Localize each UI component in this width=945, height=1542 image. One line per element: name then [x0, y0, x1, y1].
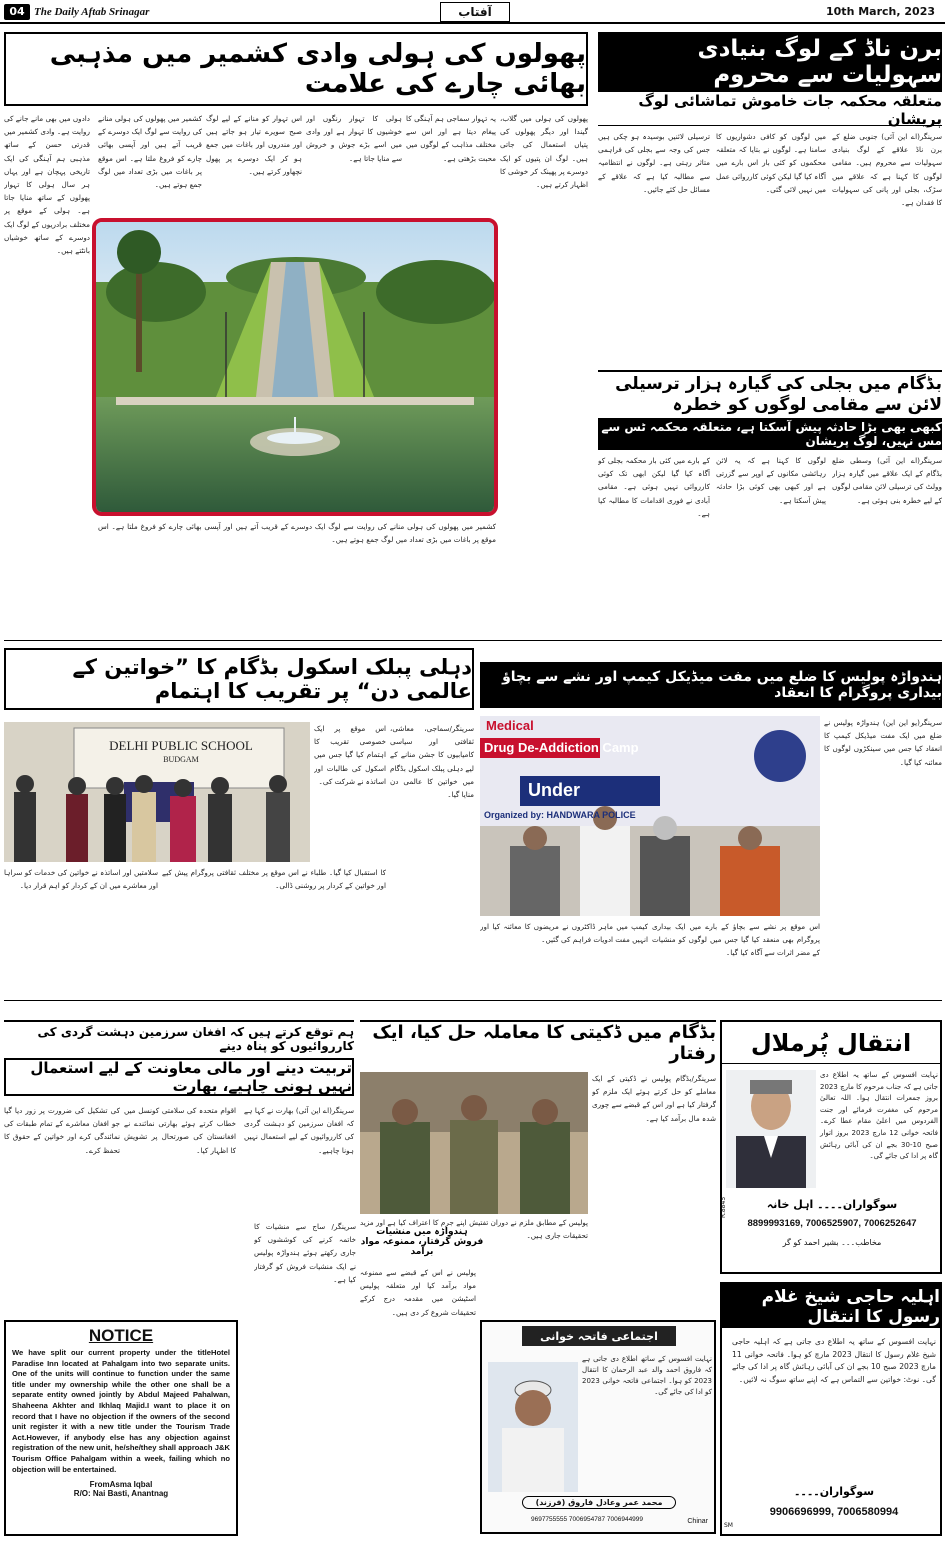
dps-column-2: اس موقع پر ایک خصوصی تقریب کا اہتمام کیا گیا جس میں اسکول کی طالبات اور اساتذہ نے شرکت کی۔: [314, 724, 386, 786]
afghan-column-2: اقوام متحدہ کی سلامتی کونسل میں خطاب کرتے ہوئے بھارتی نمائندے نے افغانستان کی صورتحال پر تشویش کا اظہار کیا۔: [124, 1106, 236, 1155]
dps-event-photo: [4, 722, 310, 862]
obituary-1-sogwaran: سوگواران۔۔۔۔ اہل خانہ: [766, 1197, 898, 1211]
camp-banner-org: Organized by: HANDWARA POLICE: [484, 810, 636, 820]
obituary-1-phones: 8899993169, 7006525907, 7006252647: [747, 1218, 917, 1229]
issue-date: 10th March, 2023: [826, 5, 935, 18]
afghan-column-1: سرینگر(اے این آئی) بھارت نے کہا ہے کہ افغان سرزمین کو دہشت گردی کی کارروائیوں کے لیے استعمال نہیں ہونا چاہیے۔: [244, 1106, 354, 1155]
masthead: [0, 0, 945, 24]
fatiha-name: محمد عمر وعادل فاروق (فرزند): [522, 1496, 676, 1509]
afghan-column-3: کی تشکیل کی ضرورت پر زور دیا گیا جو افغان معاشرے کے تمام طبقات کی نمائندگی کرے اور خواتین کے حقوق کا تحفظ کرے۔: [4, 1106, 120, 1155]
dps-banner-title: DELHI PUBLIC SCHOOL: [109, 738, 253, 753]
obituary-1-portrait: [726, 1070, 816, 1188]
holi-column-3: اس تہوار کو منانے کے لیے لوگ صبح سویرے تیار ہو جاتے ہیں اور مندروں اور باغات میں جمع ہو کر ایک دوسرے پر پھول نچھاور کرتے ہیں۔: [206, 114, 302, 176]
holi-column-5: یہ تہوار سماجی ہم آہنگی کا پیغام دیتا ہے اور اس سے مختلف مذاہب کے لوگوں میں محبت بڑھتی ہے۔: [406, 114, 496, 163]
camp-banner-under: Under: [528, 780, 581, 800]
budgam-power-column-3: کے بارے میں کئی بار محکمہ بجلی کو آگاہ کیا گیا لیکن ابھی تک کوئی کارروائی نہیں ہوئی ہے۔ مقامی آبادی نے فوری اقدامات کا مطالبہ کیا ہے۔: [598, 456, 710, 518]
obituary-1: [720, 1020, 942, 1274]
notice-from: FromAsma Iqbal: [89, 1480, 153, 1490]
dps-headline: دہلی پبلک اسکول بڈگام کا ”خواتین کے عالمی دن“ پر تقریب کا اہتمام: [4, 648, 474, 710]
dps-column-1: سرینگر/سماجی، معاشی، ثقافتی اور سیاسی کامیابیوں کا جشن منانے کے لیے دہلی پبلک اسکول بڈگام میں خواتین کا عالمی دن منایا گیا۔: [390, 724, 474, 800]
obituary-2-code: SM: [724, 1522, 733, 1529]
holi-headline: پھولوں کی ہولی وادی کشمیر میں مذہبی بھائی چارے کی علامت: [49, 39, 586, 99]
handwara-column-1: سرینگر(یو این این) ہندواڑہ پولیس نے ضلع میں ایک مفت میڈیکل کیمپ کا انعقاد کیا جس میں سینکڑوں لوگوں کا معائنہ کیا گیا۔: [824, 718, 942, 767]
fatiha-phones: 9697755555 7006954787 7006944999: [530, 1516, 644, 1523]
afghan-headline-1: ہم توقع کرتے ہیں کہ افغان سرزمین دہشت گردی کی کارروائیوں کو پناہ دینے: [4, 1020, 354, 1056]
budgam-power-column-1: سرینگر(اے این آئی) وسطی ضلع بڈگام کے ایک علاقے میں گیارہ ہزار وولٹ کی ترسیلی لائن مقامی لوگوں کے لیے خطرہ بنی ہوئی ہے۔: [832, 456, 942, 505]
notice-title: NOTICE: [88, 1326, 154, 1345]
notice-box: [4, 1320, 238, 1536]
dps-column-4: سلامتیں اور اساتذہ نے خواتین کی خدمات کو سراہا اور معاشرے میں ان کے کردار کو اہم قرار دیا۔: [4, 868, 158, 891]
robbery-column-1: سرینگر/بڈگام پولیس نے ڈکیتی کے ایک معاملے کو حل کرتے ہوئے ایک ملزم کو گرفتار کیا ہے اور اس کے قبضے سے چوری شدہ مال برآمد کیا ہے۔: [592, 1074, 716, 1123]
holi-lower-text: کشمیر میں پھولوں کی ہولی منانے کی روایت سے لوگ ایک دوسرے کے قریب آتے ہیں اور آپسی بھائی چارے کو فروغ ملتا ہے۔ اس موقع پر باغات میں بڑی تعداد میں لوگ جمع ہوتے ہیں۔: [98, 522, 496, 545]
obituary-2: [720, 1282, 942, 1536]
budgam-power-subhead: کبھی بھی بڑا حادثہ پیش آسکتا ہے، متعلقہ محکمہ ٹس سے مس نہیں، لوگ پریشان: [598, 418, 942, 450]
dps-column-3: کا استقبال کیا گیا۔ طلباء نے اس موقع پر مختلف ثقافتی پروگرام پیش کیے اور خواتین کے کردار پر روشنی ڈالی۔: [162, 868, 386, 891]
paper-name: The Daily Aftab Srinagar: [34, 6, 150, 18]
robbery-photo: [360, 1072, 588, 1214]
garden-illustration: [96, 222, 494, 512]
baran-subhead: متعلقہ محکمہ جات خاموش تماشائی لوگ پریشان: [598, 94, 942, 126]
obituary-1-body: نہایت افسوس کے ساتھ یہ اطلاع دی جاتی ہے کہ جناب مرحوم کا مارچ 2023 بروز جمعرات انتقال ہوا۔ اللہ تعالیٰ مرحوم کی مغفرت فرمائے اور جنت الفردوس میں اعلیٰ مقام عطا کرے۔ فاتحہ خوانی 12 مارچ 2023 بروز اتوار صبح 10-30 بجے ان کی آبائی رہائش گاہ پر ادا کی جائے گی۔: [820, 1071, 939, 1161]
obituary-1-footer: مخاطب۔۔۔ بشیر احمد کو گر: [782, 1238, 882, 1247]
handwara-column-2: اس موقع پر نشے سے بچاؤ کے بارے میں ایک بیداری پروگرام بھی منعقد کیا گیا جس میں لوگوں کو منشیات کے مضر اثرات سے آگاہ کیا گیا۔: [652, 922, 820, 958]
baran-headline: برن ناڈ کے لوگ بنیادی سہولیات سے محروم: [598, 32, 942, 92]
divider-1: [4, 640, 942, 641]
holi-headline-box: [4, 32, 588, 106]
handwara-headline: ہندواڑہ پولیس کا ضلع میں مفت میڈیکل کیمپ اور نشے سے بچاؤ بیداری پروگرام کا انعقاد: [480, 662, 942, 708]
drugs-column-1: سرینگر/ ساج سے منشیات کا خاتمہ کرنے کی کوششوں کو جاری رکھتے ہوئے ہندواڑہ پولیس نے ایک منشیات فروش کو گرفتار کیا ہے۔: [254, 1222, 356, 1284]
obituary-2-phones: 9906696999, 7006580994: [769, 1506, 899, 1518]
holi-garden-photo: [92, 218, 498, 516]
holi-column-4: ہولی کا تہوار رنگوں اور خوشیوں کا تہوار ہے اور وادی میں اسے بڑے جوش و خروش سے منایا جاتا ہے۔: [306, 114, 402, 163]
holi-column-6: پھولوں کی ہولی میں گلاب، گیندا اور دیگر پھولوں کی پتیاں استعمال کی جاتی ہیں۔ لوگ ان پتیوں کو ایک دوسرے پر پھینک کر خوشی کا اظہار کرتے ہیں۔: [500, 114, 588, 190]
camp-banner-medical: Medical: [486, 718, 534, 733]
fatiha-ad: [480, 1320, 716, 1534]
fatiha-credit: Chinar: [687, 1518, 708, 1525]
fatiha-portrait: [488, 1362, 578, 1492]
robbery-headline: بڈگام میں ڈکیتی کا معاملہ حل کیا، ایک رفتار: [360, 1020, 716, 1064]
robbery-column-2: پولیس کے مطابق ملزم نے دوران تفتیش اپنے جرم کا اعتراف کیا ہے اور مزید تحقیقات جاری ہیں۔: [360, 1218, 588, 1241]
obituary-1-code: R.8845: [720, 1196, 727, 1218]
robbery-illustration: [360, 1072, 588, 1214]
divider-2: [4, 1000, 942, 1001]
camp-banner-title: Drug De-Addiction Camp: [484, 740, 639, 755]
baran-column-3: ترسیلی لائنیں بوسیدہ ہو چکی ہیں جس کی وجہ سے بجلی کی فراہمی متاثر رہتی ہے۔ لوگوں نے انتظامیہ سے مطالبہ کیا ہے کہ علاقے کے مسائل حل کئے جائیں۔: [598, 132, 710, 194]
baran-column-2: میں لوگوں کو کافی دشواریوں کا سامنا ہے۔ لوگوں نے بتایا کہ متعلقہ محکموں کو کئی بار اس بارے میں آگاہ کیا گیا لیکن کوئی کارروائی عمل میں نہیں لائی گئی۔: [716, 132, 826, 194]
budgam-power-column-2: لوگوں کا کہنا ہے کہ یہ لائن رہائشی مکانوں کے اوپر سے گزرتی ہے اور کبھی بھی کوئی بڑا حادثہ پیش آسکتا ہے۔: [716, 456, 826, 505]
drugs-column-2: پولیس نے اس کے قبضے سے ممنوعہ مواد برآمد کیا اور متعلقہ پولیس اسٹیشن میں مقدمہ درج کرکے تحقیقات شروع کر دی ہیں۔: [360, 1268, 476, 1317]
baran-column-1: سرینگر(اے این آئی) جنوبی ضلع کے برن ناڈ علاقے کے لوگ بنیادی سہولیات سے محروم ہیں۔ مقامی لوگوں کا کہنا ہے کہ علاقے میں سڑک، بجلی اور پانی کی سہولیات کا فقدان ہے۔: [832, 132, 942, 208]
holi-column-1: دادوں میں بھی مانے جانے کی روایت ہے۔ وادی کشمیر میں قدرتی حسن کے ساتھ مذہبی ہم آہنگی کی ایک تاریخی پہچان ہے اور یہاں ہر سال ہولی کا تہوار پھولوں کے ساتھ منایا جاتا ہے۔ ہولی کے موقع پر مختلف برادریوں کے لوگ ایک دوسرے کے ساتھ خوشیاں بانٹتے ہیں۔: [4, 114, 90, 256]
masthead-logo: آفتاب: [440, 2, 510, 22]
drugs-headline: ہندواڑہ میں منشیات فروش گرفتار، ممنوعہ مواد برآمد: [360, 1227, 484, 1257]
dps-banner-sub: BUDGAM: [163, 755, 199, 764]
budgam-power-headline: بڈگام میں بجلی کی گیارہ ہزار ترسیلی لائن سے مقامی لوگوں کو خطرہ: [598, 370, 942, 416]
obituary-2-sogwaran: سوگواران۔۔۔۔: [793, 1484, 875, 1498]
page-number: 04: [4, 4, 30, 20]
obituary-2-title: اہلیہ حاجی شیخ غلام رسول کا انتقال: [722, 1284, 940, 1328]
fatiha-body: نہایت افسوس کے ساتھ اطلاع دی جاتی ہے کہ فاروق احمد والد عبد الرحمان کا انتقال 2023 کو ہوا۔ اجتماعی فاتحہ خوانی 2023 کو ادا کی جائے گی۔: [582, 1355, 712, 1396]
fatiha-title: اجتماعی فاتحہ خوانی: [522, 1326, 676, 1346]
obituary-2-body: نہایت افسوس کے ساتھ یہ اطلاع دی جاتی ہے کہ اہلیہ حاجی شیخ غلام رسول کا انتقال 2023 مارچ کو ہوا۔ فاتحہ خوانی 11 مارچ 2023 صبح 10 بجے ان کی آبائی رہائش گاہ پر ادا کی جائے گی۔ نوٹ: خواتین سے التماس ہے کہ اپنے ساتھ سوگ نہ لائیں۔: [732, 1337, 936, 1384]
notice-body: We have split our current property under the titleHotel Paradise Inn located at Pahalgam into two separate units. One of the units will continue to function under the same title under my ownership while the other one shall be a separate entity owned jointly by Abdul Majeed Pahalwan, Shaheena Akhter and Ikhlaq Majid.I want to place it on record that I have no objection if the owners of the second unit register it with a new title under the Tourism Trade Act.However, if anybody else has any objection against registration of the new unit, he/she/they shall approach J&K Tourism Office Pahalgam within a week, failing which no objection will be entertained.: [12, 1348, 230, 1474]
handwara-column-3: کیمپ میں ماہر ڈاکٹروں نے مریضوں کا معائنہ کیا اور انہیں مفت ادویات فراہم کی گئیں۔: [480, 922, 648, 945]
holi-column-2: کشمیر میں پھولوں کی ہولی منانے کی روایت سے لوگ ایک دوسرے کے قریب آتے ہیں اور آپسی بھائی چارے کو فروغ ملتا ہے۔ اس موقع پر باغات میں بڑی تعداد میں لوگ جمع ہوتے ہیں۔: [98, 114, 202, 190]
handwara-camp-photo: [480, 716, 820, 916]
afghan-headline-2: تربیت دینے اور مالی معاونت کے لیے استعمال نہیں ہونی چاہیے، بھارت: [4, 1058, 354, 1096]
obituary-1-title: انتقال پُرملال: [722, 1022, 940, 1064]
notice-address: R/O: Nai Basti, Anantnag: [73, 1489, 169, 1499]
